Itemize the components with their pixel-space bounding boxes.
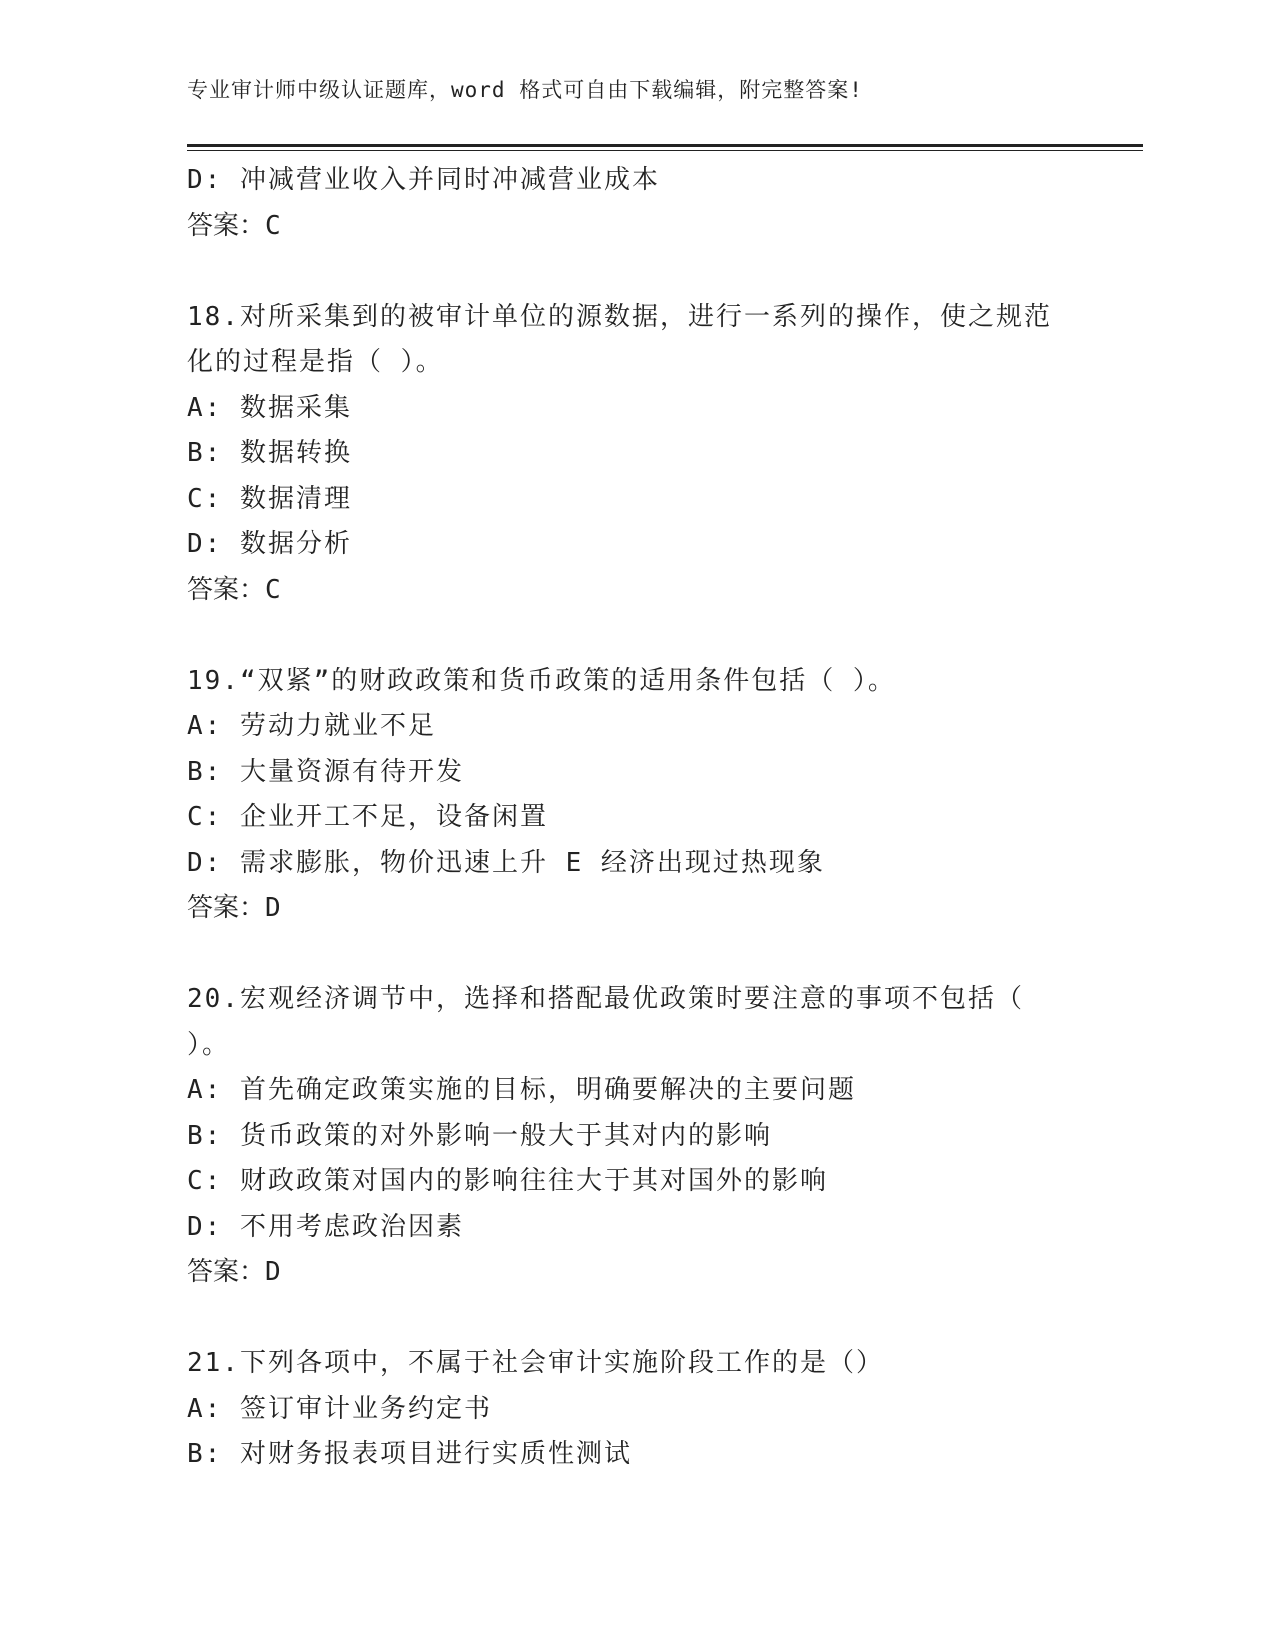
answer-label: 答案： <box>187 1257 266 1287</box>
q21-option-a: A: 签订审计业务约定书 <box>187 1393 492 1424</box>
q17-answer <box>187 204 1087 250</box>
answer-label: 答案： <box>187 574 266 605</box>
q20-option-c: C: 财政政策对国内的影响往往大于其对国外的影响 <box>187 1166 828 1196</box>
spacer <box>187 932 1087 978</box>
q18-answer <box>187 568 1087 614</box>
q20-option-d: D: 不用考虑政治因素 <box>187 1211 464 1242</box>
q20-answer <box>187 1250 1087 1296</box>
spacer <box>187 1296 1087 1342</box>
q20-option-b: B: 货币政策的对外影响一般大于其对内的影响 <box>187 1120 772 1151</box>
q19-option-b: B: 大量资源有待开发 <box>187 756 464 787</box>
q18-option-d: D: 数据分析 <box>187 529 352 559</box>
answer-value: D <box>265 1257 281 1287</box>
q20-stem-line1: 20.宏观经济调节中，选择和搭配最优政策时要注意的事项不包括（ <box>187 984 1024 1014</box>
question-list <box>187 158 1087 1478</box>
q19-option-d: D: 需求膨胀，物价迅速上升 E 经济出现过热现象 <box>187 847 825 878</box>
q19-answer <box>187 886 1087 932</box>
answer-label: 答案： <box>187 210 266 241</box>
q19-option-c: C: 企业开工不足，设备闲置 <box>187 802 548 832</box>
q18-option-b: B: 数据转换 <box>187 438 352 468</box>
spacer <box>187 249 1087 295</box>
answer-label: 答案： <box>187 893 266 923</box>
q18-stem-line1: 18.对所采集到的被审计单位的源数据，进行一系列的操作，使之规范 <box>187 301 1052 332</box>
q19-stem-line1: 19.“双紧”的财政政策和货币政策的适用条件包括（ ）。 <box>187 665 896 696</box>
q18-option-c: C: 数据清理 <box>187 483 352 514</box>
q21-option-b: B: 对财务报表项目进行实质性测试 <box>187 1439 632 1469</box>
q18-option-a: A: 数据采集 <box>187 392 352 423</box>
q19-option-a: A: 劳动力就业不足 <box>187 711 436 741</box>
answer-value: D <box>265 893 281 923</box>
q17-option-d: D: 冲减营业收入并同时冲减营业成本 <box>187 165 660 195</box>
spacer <box>187 613 1087 659</box>
q18-stem-line2: 化的过程是指（ ）。 <box>187 347 444 377</box>
q21-stem-line1: 21.下列各项中，不属于社会审计实施阶段工作的是（） <box>187 1348 884 1378</box>
page-header: 专业审计师中级认证题库，word 格式可自由下载编辑，附完整答案! <box>187 78 863 102</box>
answer-value: C <box>265 574 281 605</box>
header-rule <box>187 144 1143 147</box>
q20-stem-line2: ）。 <box>187 1029 231 1060</box>
header-rule-thin <box>187 150 1143 151</box>
answer-value: C <box>265 210 281 241</box>
q20-option-a: A: 首先确定政策实施的目标，明确要解决的主要问题 <box>187 1075 856 1105</box>
